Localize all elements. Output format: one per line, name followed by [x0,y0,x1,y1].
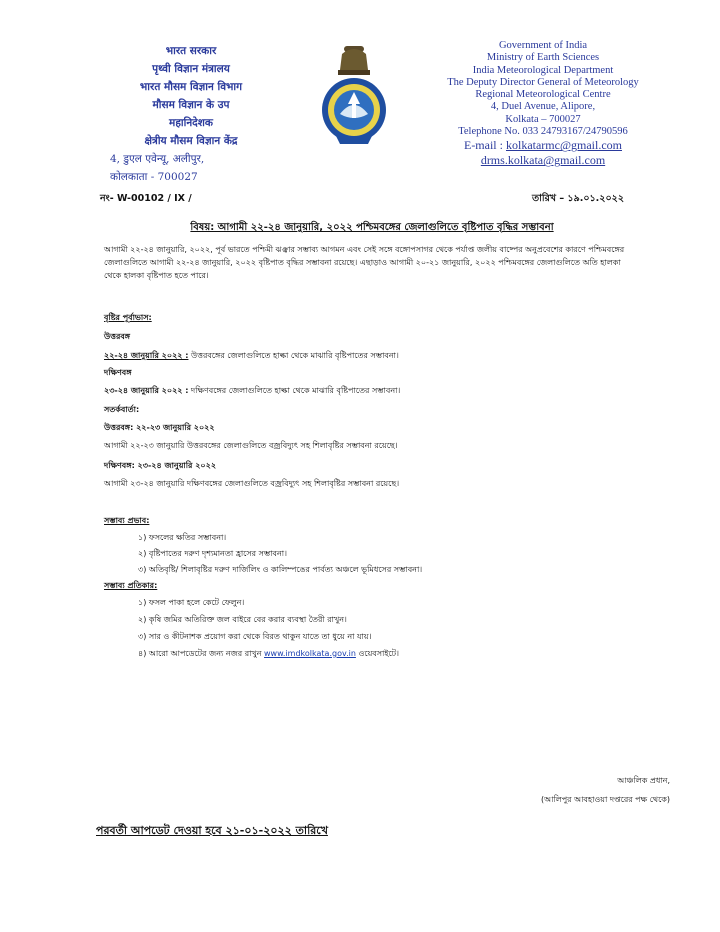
warning-south-label: দক্ষিণবঙ্গ: ২৩-২৪ জানুয়ারি ২০২২ [104,461,217,470]
hindi-line: मौसम विज्ञान के उप [152,99,230,111]
forecast-north [104,350,399,362]
remedy-item: ৩) সার ও কীটনাশক প্রয়োগ করা থেকে বিরত থাকুন যাতে তা ধুয়ে না যায়। [138,632,372,641]
eng-line: Telephone No. 033 24793167/24790596 [458,126,628,138]
eng-line: Kolkata – 700027 [505,113,581,125]
remedy-item4-prefix: ৪) আরো আপডেটের জন্য নজর রাখুন [138,649,265,658]
forecast-north-heading: উত্তরবঙ্গ [104,332,131,341]
remedy-item-website [138,648,399,660]
header-hindi [96,42,286,186]
hindi-line: क्षेत्रीय मौसम विज्ञान केंद्र [144,135,238,147]
warning-north-text: আগামী ২২-২৩ জানুয়ারি উত্তরবঙ্গের জেলাগুলিতে বজ্রবিদ্যুৎ সহ শিলাবৃষ্টির সম্ভাবনা রয়েছে। [104,441,398,450]
warning-south-text: আগামী ২৩-২৪ জানুয়ারি দক্ষিণবঙ্গের জেলাগুলিতে বজ্রবিদ্যুৎ সহ শিলাবৃষ্টির সম্ভাবনা রয়েছে। [104,479,400,488]
eng-line: The Deputy Director General of Meteorology [447,76,639,88]
remedy-item4-suffix: ওয়েবসাইটে। [355,649,399,658]
impact-item: ৩) অতিবৃষ্টি/ শিলাবৃষ্টির দরুণ দার্জিলিং ও কালিম্পঙের পার্বত্য অঞ্চলে ভূমিধসের সম্ভাবনা। [138,565,423,574]
hindi-address-line2: कोलकाता - 700027 [110,171,198,183]
hindi-address-line1: 4, डुएल एवेन्यू, अलीपुर, [110,153,205,165]
eng-line: 4, Duel Avenue, Alipore, [490,101,596,113]
header-english [418,40,668,168]
intro-paragraph: আগামী ২২-২৪ জানুয়ারি, ২০২২, পূর্ব ভারতে পশ্চিমী ঝঞ্ঝার সম্ভাব্য আগমন এবং সেই সঙ্গে বঙ্গোপসাগর থেকে পর্যাপ্ত জলীয় বাষ্পের অনুপ্রবেশের কারণে পশ্চিমবঙ্গের জেলাগুলিতে আগামী ২২-২৪ জানুয়ারি, ২০২২ বৃষ্টিপাত বৃদ্ধির সম্ভাবনা রয়েছে। এছাড়াও আগামী ২০-২১ জানুয়ারি, ২০২২ পশ্চিমবঙ্গের জেলাগুলিতে অতি হালকা থেকে হালকা বৃষ্টিপাত হতে পারে। [104,245,625,280]
email-row-2 [418,153,668,168]
reference-number: নং- W-00102 / IX / [100,193,192,204]
signature-title: আঞ্চলিক প্রধান, [617,776,670,785]
forecast-south-date: ২৩-২৪ জানুয়ারি ২০২২ : [104,386,189,395]
next-update-notice: পরবর্তী আপডেট দেওয়া হবে ২১-০১-২০২২ তারিখে [96,824,328,837]
remedy-item: ১) ফসল পাকা হলে কেটে ফেলুন। [138,598,245,607]
impact-heading: সম্ভাব্য প্রভাব: [104,516,150,525]
forecast-south [104,385,400,397]
warning-heading: সতর্কবার্তা: [104,405,140,414]
document-date: তারিখ – ১৯.০১.২০২২ [531,193,624,204]
warning-north-label: উত্তরবঙ্গ: ২২-২৩ জানুয়ারি ২০২২ [104,423,215,432]
imd-emblem [318,44,390,148]
impact-item: ২) বৃষ্টিপাতের দরুণ দৃশ্যমানতা হ্রাসের সম্ভাবনা। [138,549,287,558]
remedy-heading: সম্ভাব্য প্রতিকার: [104,581,158,590]
imd-emblem-graphic [318,44,390,148]
forecast-heading: বৃষ্টির পূর্বাভাস: [104,313,152,322]
signature-office: (আলিপুর আবহাওয়া দপ্তরের পক্ষ থেকে) [541,795,670,804]
forecast-north-date: ২২-২৪ জানুয়ারি ২০২২ : [104,351,189,360]
hindi-line: महानिदेशक [169,117,213,129]
forecast-north-text: উত্তরবঙ্গের জেলাগুলিতে হাল্কা থেকে মাঝারি বৃষ্টিপাতের সম্ভাবনা। [188,351,399,360]
hindi-line: भारत मौसम विज्ञान विभाग [139,81,243,93]
email-label: E-mail : [463,138,506,153]
imd-website-link[interactable]: www.imdkolkata.gov.in [264,649,356,658]
eng-line: India Meteorological Department [472,64,614,76]
forecast-south-heading: দক্ষিণবঙ্গ [104,368,132,377]
eng-line: Regional Meteorological Centre [475,89,611,101]
email-link-1[interactable]: kolkatarmc@gmail.com [505,138,622,153]
email-link-2[interactable]: drms.kolkata@gmail.com [480,153,606,168]
hindi-line: पृथ्वी विज्ञान मंत्रालय [152,63,230,75]
email-row [418,138,668,153]
eng-line: Ministry of Earth Sciences [486,52,600,64]
subject-line: বিষয়: আগামী ২২-২৪ জানুয়ারি, ২০২২ পশ্চিমবঙ্গের জেলাগুলিতে বৃষ্টিপাত বৃদ্ধির সম্ভাবনা [190,222,554,233]
remedy-item: ২) কৃষি জমির অতিরিক্ত জল বাইরে বের করার ব্যবস্থা তৈরী রাখুন। [138,615,347,624]
hindi-line: भारत सरकार [165,45,217,57]
forecast-south-text: দক্ষিণবঙ্গের জেলাগুলিতে হাল্কা থেকে মাঝারি বৃষ্টিপাতের সম্ভাবনা। [188,386,401,395]
eng-line: Government of India [498,40,588,51]
impact-item: ১) ফসলের ক্ষতির সম্ভাবনা। [138,533,227,542]
